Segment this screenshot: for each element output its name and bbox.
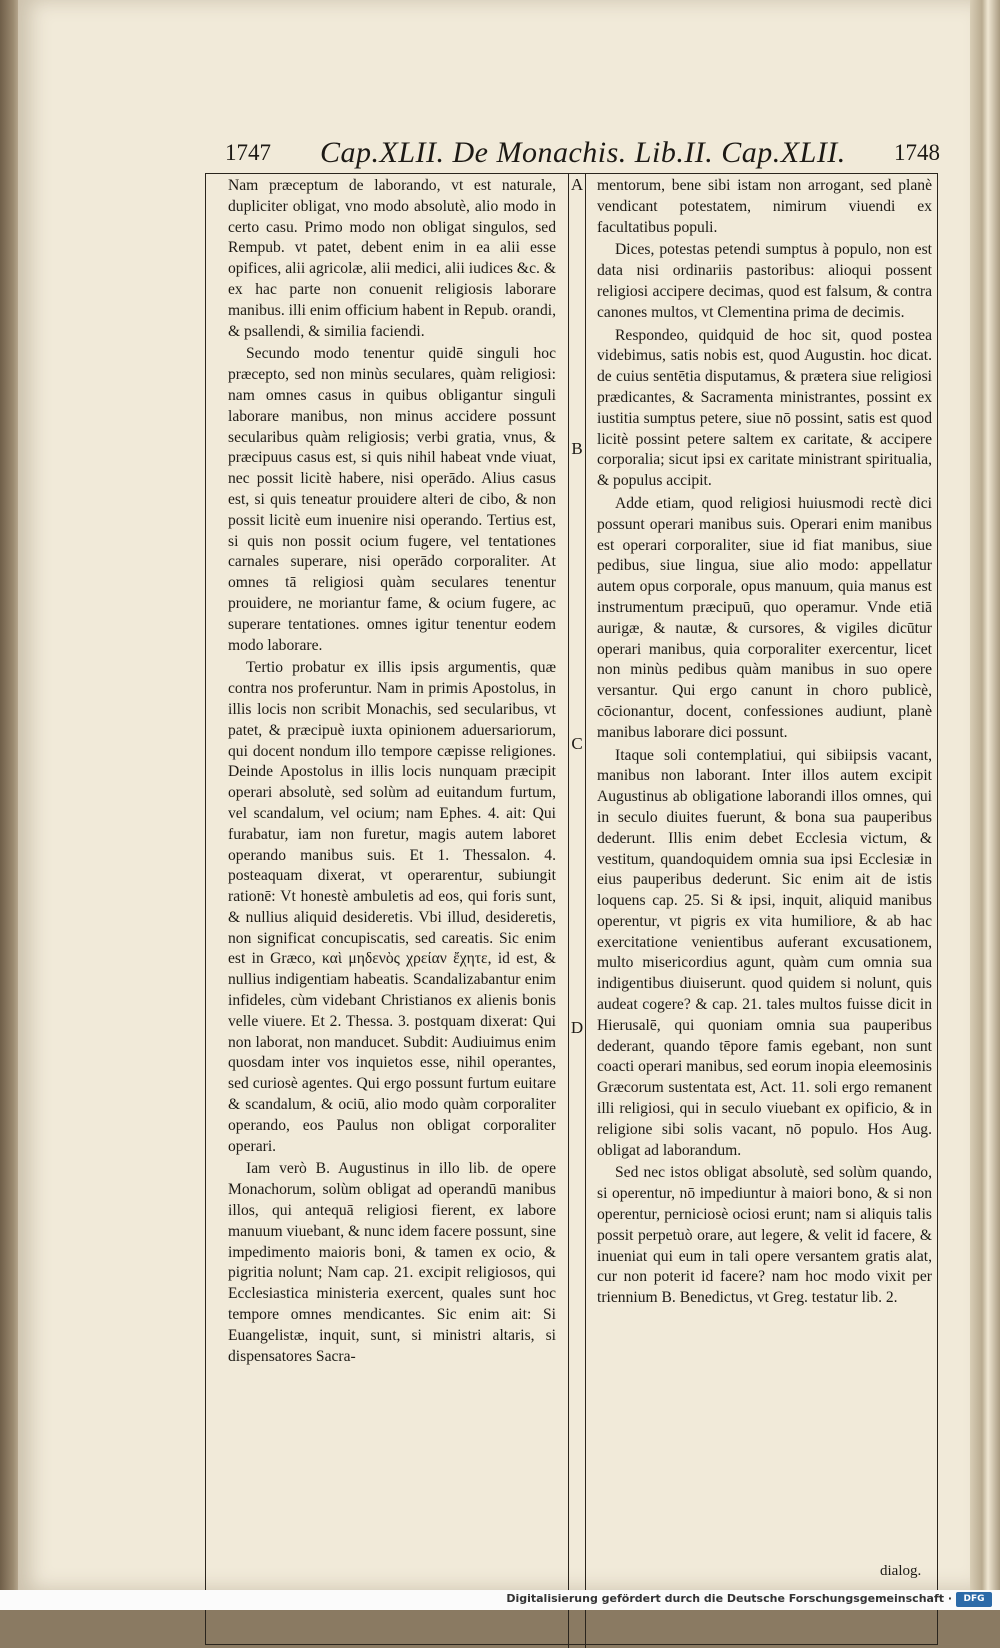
page-number-left: 1747: [225, 140, 271, 165]
margin-marker-c: C: [571, 734, 583, 753]
column-divider-left: [568, 173, 569, 1648]
paragraph: Adde etiam, quod religiosi huiusmodi rectè dici possunt operari manibus suis. Operari enim manibus est operari corporaliter, siue id fiat manibus, siue pedibus, siue lingua, siue alio modo: appellatur autem opus corporale, opus manuum, quia manus est instrumentum præcipuū, quo operamur. Vnde etiā aurigæ, & nautæ, & cursores, & vigiles dicūtur operari manibus, quia corporaliter exercentur, licet non minùs pedibus quàm manibus in suo opere versantur. Qui ergo canunt in choro publicè, cōcionantur, docent, confessiones audiunt, planè manibus laborare dici possunt.: [597, 494, 932, 741]
page-number-right: 1748: [894, 140, 940, 165]
paragraph: Respondeo, quidquid de hoc sit, quod postea videbimus, satis nobis est, quod Augustin. hoc dicat. de cuius sentētia disputamus, & prætera siue religiosi prædicantes, & Sacramenta ministrantes, possint ex iustitia sumptus petere, siue nō possint, satis est quod licitè possint petere saltem ex caritate, & accipere corporalia; sicut ipsi ex caritate ministrant spiritualia, & populus accipit.: [597, 326, 932, 490]
running-title: Cap.XLII. De Monachis. Lib.II. Cap.XLII.: [320, 136, 846, 169]
paragraph: Secundo modo tenentur quidē singuli hoc præcepto, sed non minùs seculares, quàm religiosi: nam omnes casus in quibus obligantur singuli laborare manibus, non minus accidere possunt secularibus quàm religiosis; verbi gratia, vnus, & præcipuus casus est, si quis nihil habeat vnde viuat, nec possit licitè habere, nisi operādo. Alius casus est, si quis teneatur prouidere alteri de cibo, & non possit licitè eum inuenire nisi operando. Tertius est, si quis non possit ocium fugere, vel tentationes carnales superare, nisi operādo corporaliter. At omnes tā religiosi quàm seculares tenentur prouidere, ne moriantur fame, & ocium fugere, ac superare tentationes. omnes igitur tenentur eodem modo laborare.: [228, 345, 556, 654]
dfg-logo: DFG: [956, 1592, 992, 1607]
funding-notice: Digitalisierung gefördert durch die Deutsche Forschungsgemeinschaft ·: [506, 1592, 952, 1605]
right-column: [597, 176, 932, 1646]
paragraph: Itaque soli contemplatiui, qui sibiipsis vacant, manibus non laborant. Inter illos autem excipit Augustinus ab obligatione laborandi illos omnes, qui in seculo diuites fuerunt, & bona sua pauperibus dederunt. Illis enim debet Ecclesia victum, & vestitum, quandoquidem omnia sua ipsi Ecclesiæ in eius pauperibus dederunt. Sic enim ait de istis loquens cap. 25. Si & ipsi, inquit, aliquid manibus operentur, vt pigris ex vita humiliore, & ab hac exercitatione venientibus auferant excusationem, multo misericordius agunt, quàm cum omnia sua indigentibus diuiserunt. quod quidem si nolunt, quis audeat cogere? & cap. 21. tales multos fuisse dicit in Hierusalē, qui quoniam omnia sua pauperibus dederant, quando tēpore famis egebant, non sunt coacti operari manibus, sed eorum inopia eleemosinis Græcorum sustentata est, Act. 11. soli ergo remanent illi religiosi, qui in seculo viuebant ex opificio, & in religione sibi solis vacant, nō populo. Hos Aug. obligat ad laborandum.: [597, 746, 932, 1159]
margin-marker-a: A: [570, 175, 584, 194]
paragraph: Sed nec istos obligat absolutè, sed solùm quando, si operentur, nō impediuntur à maiori bono, & si non operentur, perniciosè ociosi erunt; nam si aliquis talis possit perpetuò orare, aut legere, & velit id facere, & inueniat qui eum in tali opere versantem gratis alat, cur non poterit id facere? nam hoc modo vixit per triennium B. Benedictus, vt Greg. testatur lib. 2.: [597, 1164, 932, 1307]
left-column: [228, 176, 556, 1646]
catchword: dialog.: [880, 1563, 922, 1579]
margin-marker-d: D: [570, 1018, 584, 1037]
margin-marker-b: B: [571, 439, 583, 458]
page-header: [205, 136, 940, 172]
paragraph: Nam præceptum de laborando, vt est naturale, dupliciter obligat, vno modo absolutè, alio modo in certo casu. Primo modo non obligat singulos, sed Rempub. vt patet, debent enim in ea alii esse opifices, alii agricolæ, alii medici, alii iudices &c. & ex hac parte non conuenit religiosis laborare manibus. illi enim officium habent in Repub. orandi, & psallendi, & similia faciendi.: [228, 177, 556, 340]
next-page-edge: [970, 0, 1000, 1610]
paragraph: mentorum, bene sibi istam non arrogant, sed planè vendicant potestatem, nimirum viuendi ex facultatibus populi.: [597, 177, 932, 236]
paragraph: Iam verò B. Augustinus in illo lib. de opere Monachorum, solùm obligat ad operandū manibus illos, qui antequā religiosi fierent, ex labore manuum viuebant, & nunc idem facere possunt, sine impedimento maioris boni, & tamen ex ocio, & pigritia nolunt; Nam cap. 21. excipit religiosos, qui Ecclesiastica ministeria exercent, quales sunt hoc tempore omnes mendicantes. Sic enim ait: Si Euangelistæ, inquit, sunt, si ministri altaris, si dispensatores Sacra-: [228, 1160, 556, 1365]
paragraph: Dices, potestas petendi sumptus à populo, non est data nisi ordinariis pastoribus: alioqui possent religiosi accipere decimas, quod est falsum, & contra canones multos, vt Clementina prima de decimis.: [597, 241, 932, 321]
column-divider-right: [585, 173, 586, 1648]
paragraph: Tertio probatur ex illis ipsis argumentis, quæ contra nos proferuntur. Nam in primis Apostolus, in illis locis non scribit Monachis, sed secularibus, vt patet, & præcipuè iuxta opinionem aduersariorum, qui docent nondum illo tempore cæpisse religiones. Deinde Apostolus in illis locis nunquam præcipit operari absolutè, sed solùm ad euitandum furtum, vel scandalum, vel ocium; nam Ephes. 4. ait: Qui furabatur, iam non furetur, magis autem laboret operando manibus suis. Et 1. Thessalon. 4. posteaquam dixerat, vt operarentur, subiungit rationē: Vt honestè ambuletis ad eos, qui foris sunt, & nullius aliquid desideretis. Vbi illud, desideretis, non significat concupiscatis, sed careatis. Sic enim est in Græco, καὶ μηδενὸς χρείαν ἔχητε, id est, & nullius indigentiam habeatis. Scandalizabantur enim infideles, cùm videbant Christianos ex alienis bonis velle viuere. Et 2. Thessa. 3. postquam dixerat: Qui non laborat, non manducet. Subdit: Audiuimus enim quosdam inter vos inquietos esse, nihil operantes, sed curiosè agentes. Qui ergo possunt furtum euitare & scandalum, & ociū, alio modo quàm corporaliter operando, eos Paulus non obligat corporaliter operari.: [228, 659, 556, 1155]
